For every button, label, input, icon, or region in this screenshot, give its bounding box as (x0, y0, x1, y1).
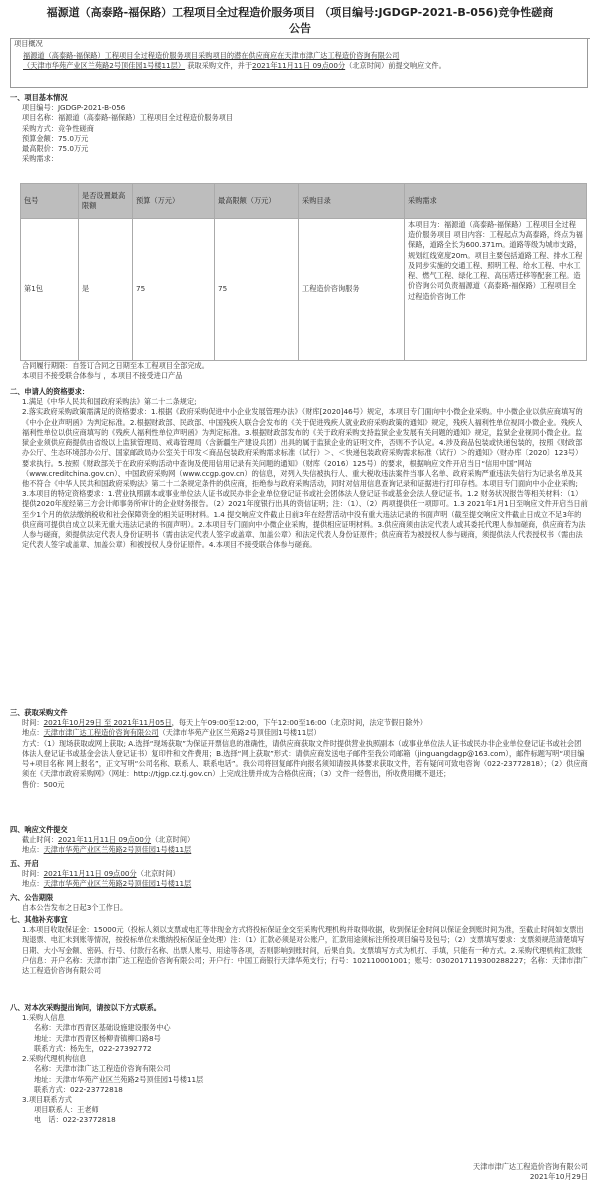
section-submission (10, 825, 588, 856)
table-header-cell: 是否设置最高限额 (79, 184, 133, 219)
section-6-heading: 六、公告期限 (10, 893, 54, 902)
overview-body (23, 51, 583, 71)
label: 时间： (22, 869, 44, 879)
section-3-heading: 三、获取采购文件 (10, 708, 68, 717)
table-row (21, 219, 587, 361)
section-4-heading: 四、响应文件提交 (10, 825, 68, 834)
obtain-company: 天津市津广达工程造价咨询有限公司 (43, 728, 159, 738)
table-header-cell: 最高限额（万元） (215, 184, 299, 219)
supplementary-text: 1.本项目收取保证金：15000元（投标人须以支票或电汇等非现金方式将投标保证金交至采购代理机构并取得收据，收到保证金时间以保证金到账时间为准，至截止时间如支票出现退票、电汇未到账等情况，按投标单位未缴纳投标保证金处理）注：（1）汇款必须是对公账户，汇款用途须标注所投项目编号及包号；（2）支票填写要求：支票须规范清楚填写日期、大小写金额、密码、行号、付款行名称、出票人账号、用途等各项，否则影响到账时间，后果自负。支票填写方式为机打、手填，只能有一种方式。2.采购代理机构汇款账户信息：开户名称：天津市津广达工程造价咨询有限公司；开户行：中国工商银行天津华苑支行；行号：102110001001；账号：0302017119300288227；名称：天津市津广达工程造价咨询有限公司 (22, 925, 588, 976)
title-line-1: 福源道（高泰路-福保路）工程项目全过程造价服务项目 （项目编号:JGDGP-2021-B-056)竞争性磋商 (46, 6, 554, 19)
qualification-3: 3.本项目的特定资格要求：1.营业执照副本或事业单位法人证书或民办非企业单位登记证书或社会团体法人登记证书或基金会法人登记证书。1.2 财务状况报告等相关材料：（1）提供2020年度经第三方会计师事务所审计的企业财务报告。（2）2021年度银行出具的资信证明；注：（1）、（2）两项提供任一项即可。1.3 2021年1月1日至响应文件开启当日前至少1个月的依法缴纳税收和社会保障资金的相关证明材料。1.4 提交响应文件截止日前3年在经营活动中没有重大违法记录的书面声明（截至提交响应文件截止日成立不足3年的供应商可提供自成立以来无重大违法记录的书面声明）。2.本项目专门面向中小微企业采购，提供相应证明材料。3.供应商须由法定代表人或其委托代理人参加磋商，供应商若为法人参与磋商，须提供法定代表人身份证明书（需由法定代表人签字或盖章、加盖公章）和法定代表人身份证原件；供应商若为被授权人参与磋商，须提供法人代表授权书（需由法定代表人签字或盖章、加盖公章）和被授权人身份证原件。4.本项目不接受联合体参与磋商。 (22, 489, 588, 550)
obtain-hours: ，每天上午09:00至12:00，下午12:00至16:00（北京时间，法定节假日除外） (171, 718, 427, 728)
label: 时间： (22, 718, 44, 728)
title-line-2: 公告 (289, 22, 311, 35)
table-header-cell: 预算（万元） (133, 184, 215, 219)
budget-amount: 预算金额：75.0万元 (22, 133, 89, 143)
project-contact-phone: 电 话：022-23772818 (34, 1115, 116, 1125)
opening-time (10, 869, 588, 879)
project-contact-person: 项目联系人：王老师 (34, 1105, 99, 1115)
consortium-note: 本项目不接受联合体参与 ，本项目不接受进口产品 (22, 371, 183, 381)
opening-place (10, 879, 588, 889)
cell-cap: 75 (215, 219, 299, 361)
section-notice-period (10, 893, 588, 913)
purchaser-contact: 联系方式：杨先生，022-27392772 (34, 1043, 152, 1053)
label: 地点： (22, 879, 44, 889)
obtain-time (10, 718, 588, 728)
project-name: 项目名称：福源道（高泰路-福保路）工程项目全过程造价服务项目 (22, 113, 234, 123)
label: 地点： (22, 845, 44, 855)
section-obtain-docs (10, 708, 588, 790)
section-qualifications (10, 387, 588, 551)
section-5-heading: 五、开启 (10, 859, 39, 868)
obtain-date-range: 2021年10月29日 至 2021年11月05日 (43, 718, 172, 728)
label: 截止时间： (22, 835, 58, 845)
submission-address: 天津市华苑产业区兰苑路2号顶佳园1号楼11层 (43, 845, 192, 855)
project-number: 项目编号：JGDGP-2021-B-056 (22, 103, 126, 113)
agency-address: 地址：天津市华苑产业区兰苑路2号顶佳园1号楼11层 (34, 1074, 204, 1084)
obtain-method: 方式：（1）现场获取或网上获取; A.选择“现场获取”为保证开票信息的准确性，请供应商获取文件时提供营业执照副本（或事业单位法人证书或民办非企业单位登记证书或社会团体法人登记证书或基金会法人登记证书）复印件和文件费用；B.选择“网上获取”形式：请供应商发送电子邮件至我公司邮箱（jinguangdagp@163.com），邮件标题写明“项目编号+项目名称 网上报名”，正文写明“公司名称、联系人、联系电话”。我公司将回复邮件向报名须知请按具体要求获取文件，若有疑问可致电咨询（022-23772818）；（2）供应商须在《天津市政府采购网》（网址：http://tjgp.cz.tj.gov.cn）上完成注册并成为合格供应商；（3）文件一经售出，所收费用概不退还； (22, 738, 588, 779)
deadline-value: 2021年11月11日 09点00分 (57, 835, 152, 845)
procurement-demand-label: 采购需求： (22, 154, 58, 164)
section-basic-info-tail (10, 361, 588, 381)
overview-address: （天津市华苑产业区兰苑路2号顶佳园1号楼11层） (23, 61, 186, 71)
qualification-2: 2.落实政府采购政策需满足的资格要求：1.根据《政府采购促进中小企业发展管理办法》（财库[2020]46号）规定，本项目专门面向中小微企业采购。中小微企业以供应商填写的《中小企业声明函》为判定标准。2.根据财政部、民政部、中国残疾人联合会发布的《关于促进残疾人就业政府采购政策的通知》规定，残疾人福利性单位视同小微企业。残疾人福利性单位以供应商填写的《残疾人福利性单位声明函》为判定标准。3.根据财政部发布的《关于政府采购支持监狱企业发展有关问题的通知》规定，监狱企业视同小微企业。监狱企业须供应商提供由省级以上监狱管理局、戒毒管理局（含新疆生产建设兵团）出具的属于监狱企业的证明文件，否则不予认定。4.涉及商品包装或快递包装的，按照《财政部办公厅、生态环境部办公厅、国家邮政局办公室关于印发＜商品包装政府采购需求标准（试行）＞、＜快递包装政府采购需求标准（试行）＞的通知》（财办库〔2020〕123号）要求执行。5.按照《财政部关于在政府采购活动中查询及使用信用记录有关问题的通知》（财库（2016）125号）的要求，根据响应文件开启当日“信用中国”网站（www.creditchina.gov.cn）、中国政府采购网（www.ccgp.gov.cn）的信息，对列入失信被执行人、重大税收违法案件当事人名单、政府采购严重违法失信行为记录名单及其他不符合《中华人民共和国政府采购法》第二十二条规定条件的供应商，拒绝参与政府采购活动，同时对信用信息查询记录和证据进行打印存档。本项目专门面向中小企业采购; (22, 407, 583, 488)
opening-address: 天津市华苑产业区兰苑路2号顶佳园1号楼11层 (43, 879, 192, 889)
timezone: （北京时间） (151, 835, 195, 845)
section-7-heading: 七、其他补充事宜 (10, 915, 68, 924)
cell-has-cap: 是 (79, 219, 133, 361)
section-contacts (10, 1003, 588, 1126)
contract-period: 合同履行期限：自签订合同之日期至本工程项目全部完成。 (22, 361, 209, 370)
overview-deadline: 2021年11月11日 09点00分 (252, 61, 346, 71)
submission-place (10, 845, 588, 855)
agency-title: 2.采购代理机构信息 (22, 1054, 87, 1064)
section-opening (10, 859, 588, 890)
timezone: （北京时间） (136, 869, 180, 879)
cell-catalog: 工程造价咨询服务 (299, 219, 405, 361)
section-1-heading: 一、项目基本情况 (10, 93, 68, 102)
table-header-cell: 采购需求 (405, 184, 587, 219)
cell-budget: 75 (133, 219, 215, 361)
document-price: 售价：500元 (22, 779, 65, 789)
section-supplementary (10, 915, 588, 976)
cell-package: 第1包 (21, 219, 79, 361)
purchaser-title: 1.采购人信息 (22, 1013, 65, 1023)
qualification-1: 1.满足《中华人民共和国政府采购法》第二十二条规定; (22, 397, 197, 407)
table-header-cell: 采购目录 (299, 184, 405, 219)
signature-block (473, 1162, 588, 1182)
cell-demand: 本项目为：福源道（高泰路-福保路）工程项目全过程造价服务项目 项目内容：工程起点为高泰路，终点为福保路，道路全长为600.371m。道路等级为城市支路，规划红线宽度20m。项目主要包括道路工程、排水工程及同步实施的交通工程、照明工程、给水工程、中水工程、燃气工程、绿化工程、高压塔迁移等配套工程。造价咨询公司负责福源道（高泰路-福保路）工程项目全过程造价咨询工作 (405, 219, 587, 361)
procurement-method: 采购方式：竞争性磋商 (22, 123, 94, 133)
signature-company: 天津市津广达工程造价咨询有限公司 (472, 1162, 588, 1171)
overview-heading: 项目概况 (14, 39, 43, 48)
overview-text-1: 福源道（高泰路-福保路）工程项目全过程造价服务项目采购项目的潜在供应商应在天津市津广达工程造价咨询有限公司 (23, 51, 400, 60)
purchaser-address: 地址：天津市西青区杨柳青镇柳口路8号 (34, 1033, 161, 1043)
submission-deadline (10, 835, 588, 845)
purchaser-name: 名称：天津市西青区基础设施建设服务中心 (34, 1023, 171, 1033)
notice-period-text: 自本公告发布之日起3个工作日。 (22, 903, 128, 913)
overview-box (10, 38, 588, 88)
overview-text-mid: 获取采购文件，并于 (185, 61, 253, 71)
label: 地点： (22, 728, 44, 738)
table-header-cell: 包号 (21, 184, 79, 219)
section-2-heading: 二、申请人的资格要求： (10, 387, 90, 396)
opening-time-value: 2021年11月11日 09点00分 (43, 869, 137, 879)
section-8-heading: 八、对本次采购提出询问，请按以下方式联系。 (10, 1003, 161, 1012)
page-title (8, 5, 592, 37)
agency-contact: 联系方式：022-23772818 (34, 1084, 123, 1094)
obtain-place (10, 728, 588, 738)
obtain-address: （天津市华苑产业区兰苑路2号顶佳园1号楼11层） (158, 728, 321, 738)
project-contact-title: 3.项目联系方式 (22, 1094, 72, 1104)
procurement-table (20, 183, 587, 361)
max-price: 最高限价：75.0万元 (22, 144, 89, 154)
agency-name: 名称：天津市津广达工程造价咨询有限公司 (34, 1064, 171, 1074)
table-header-row (21, 184, 587, 219)
overview-text-2 (23, 61, 583, 71)
overview-text-end: （北京时间）前提交响应文件。 (345, 61, 446, 71)
section-basic-info (10, 93, 588, 165)
signature-date: 2021年10月29日 (529, 1172, 588, 1182)
